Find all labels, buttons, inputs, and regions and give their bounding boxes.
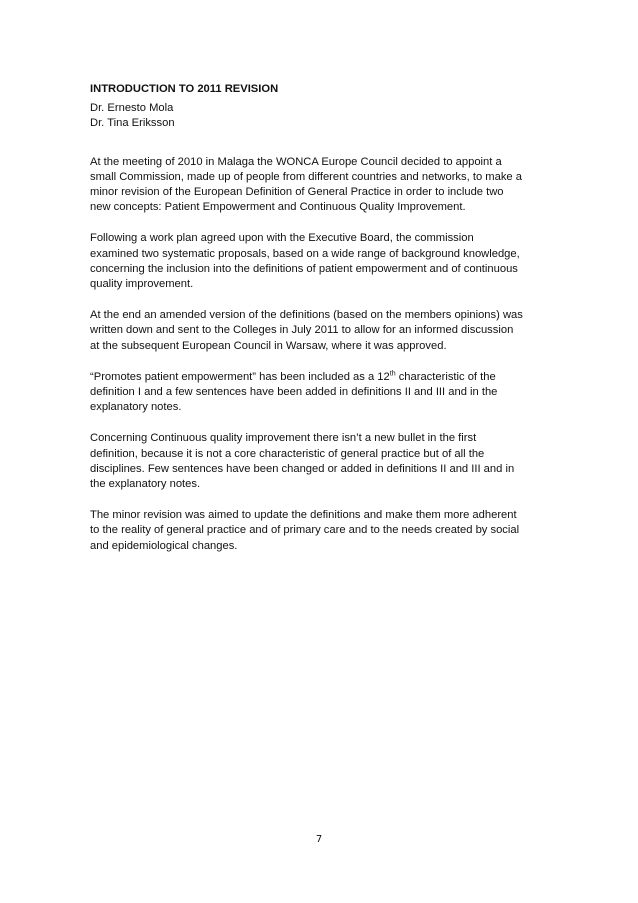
text-line: to the reality of general practice and of primary care and to the needs created by social [90, 524, 520, 537]
author-name: Dr. Ernesto Mola [90, 102, 174, 115]
text-line [90, 371, 496, 383]
author-list [90, 101, 560, 131]
text-line: The minor revision was aimed to update the definitions and make them more adherent [90, 509, 517, 522]
text-line: small Commission, made up of people from different countries and networks, to make a [90, 170, 522, 183]
text-line: Following a work plan agreed upon with the Executive Board, the commission [90, 232, 474, 245]
text-line: minor revision of the European Definition of General Practice in order to include two [90, 186, 504, 199]
section-title: INTRODUCTION TO 2011 REVISION [90, 83, 279, 95]
author-name: Dr. Tina Eriksson [90, 117, 175, 130]
text-line: Concerning Continuous quality improvement there isn’t a new bullet in the first [90, 432, 477, 445]
text-line: written down and sent to the Colleges in July 2011 to allow for an informed discussion [90, 324, 514, 337]
text-line: definition I and a few sentences have been added in definitions II and III and in the [90, 386, 498, 399]
paragraph-minor-revision-aim [90, 508, 560, 554]
page-content [90, 82, 560, 570]
text-line: the explanatory notes. [90, 478, 201, 491]
text-line: At the end an amended version of the definitions (based on the members opinions) was [90, 309, 523, 322]
text-line: new concepts: Patient Empowerment and Continuous Quality Improvement. [90, 201, 466, 214]
text-line: disciplines. Few sentences have been changed or added in definitions II and III and in [90, 462, 515, 475]
page-number: 7 [315, 834, 323, 845]
text-line: At the meeting of 2010 in Malaga the WONCA Europe Council decided to appoint a [90, 155, 502, 168]
paragraph-council-decision [90, 155, 560, 216]
text-line: concerning the inclusion into the definitions of patient empowerment and of continuous [90, 262, 518, 275]
paragraph-quality-improvement [90, 431, 560, 492]
text-line: and epidemiological changes. [90, 539, 238, 552]
text-segment: characteristic of the [395, 370, 496, 383]
ordinal-suffix: th [389, 370, 396, 378]
text-segment: “Promotes patient empowerment” has been included as a 12 [90, 370, 390, 383]
text-line: examined two systematic proposals, based on a wide range of background knowledge, [90, 247, 520, 260]
text-line: explanatory notes. [90, 401, 182, 414]
text-line: at the subsequent European Council in Warsaw, where it was approved. [90, 339, 447, 352]
paragraph-patient-empowerment [90, 370, 560, 416]
text-line: definition, because it is not a core characteristic of general practice but of all the [90, 447, 485, 460]
paragraph-work-plan [90, 231, 560, 292]
text-line: quality improvement. [90, 278, 194, 291]
paragraph-amended-version [90, 308, 560, 354]
